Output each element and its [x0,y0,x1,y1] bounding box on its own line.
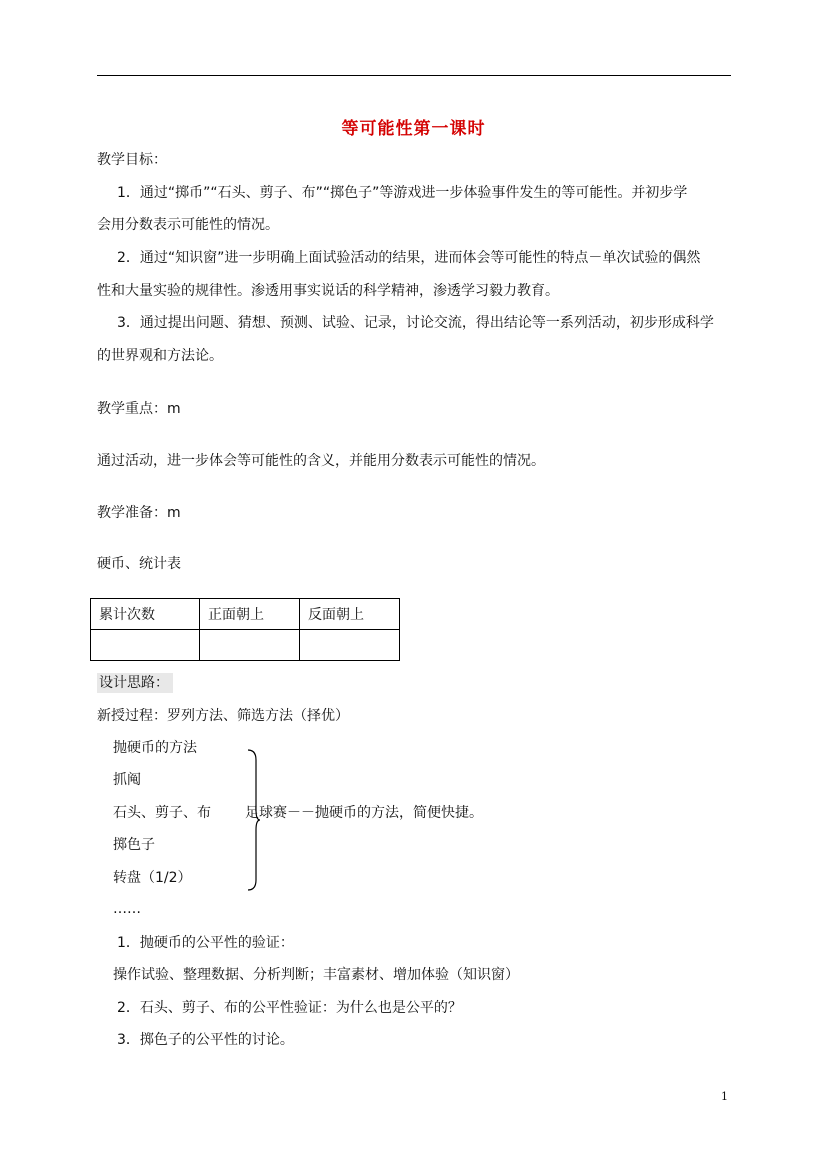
ellipsis: …… [113,901,141,917]
new-lesson-text: 新授过程：罗列方法、筛选方法（择优） [97,708,349,724]
statistics-table [90,598,400,661]
objective-1-line-2: 会用分数表示可能性的情况。 [97,217,279,233]
table-row [91,630,400,661]
method-item: 转盘（1/2） [113,870,192,886]
method-item: 抛硬币的方法 [113,740,197,756]
design-heading [97,674,173,692]
table-header-row [91,599,400,630]
objective-2-line-2: 性和大量实验的规律性。渗透用事实说话的科学精神，渗透学习毅力教育。 [97,283,559,299]
step-2: 2．石头、剪子、布的公平性验证：为什么也是公平的？ [117,1000,462,1016]
method-item: 石头、剪子、布 [113,805,211,821]
table-header-cell: 正面朝上 [200,599,300,630]
step-1: 1．抛硬币的公平性的验证： [117,935,294,951]
page-title: 等可能性第一课时 [341,119,486,139]
table-cell [91,630,200,661]
key-points-text: 通过活动，进一步体会等可能性的含义，并能用分数表示可能性的情况。 [97,453,545,469]
method-item: 抓阄 [113,772,141,788]
objectives-heading: 教学目标： [97,152,167,168]
page-number: 1 [721,1090,728,1103]
preparation-heading: 教学准备：m [97,505,181,521]
brace-note: 足球赛－－抛硬币的方法，简便快捷。 [245,805,483,821]
objective-3-line-2: 的世界观和方法论。 [97,348,223,364]
table-cell [200,630,300,661]
step-3: 3．掷色子的公平性的讨论。 [117,1032,294,1048]
objective-3-line-1: 3．通过提出问题、猜想、预测、试验、记录，讨论交流，得出结论等一系列活动，初步形成科学 [117,315,714,331]
key-points-heading: 教学重点：m [97,401,181,417]
header-rule [97,75,731,76]
table-header-cell: 累计次数 [91,599,200,630]
preparation-text: 硬币、统计表 [97,556,181,572]
objective-2-line-1: 2．通过“知识窗”进一步明确上面试验活动的结果，进而体会等可能性的特点－单次试验的偶然 [117,250,701,266]
step-1-detail: 操作试验、整理数据、分析判断；丰富素材、增加体验（知识窗） [113,967,519,983]
design-heading-label: 设计思路： [97,673,173,693]
objective-1-line-1: 1．通过“掷币”“石头、剪子、布”“掷色子”等游戏进一步体验事件发生的等可能性。并初步学 [117,185,688,201]
method-item: 掷色子 [113,837,155,853]
table-cell [300,630,400,661]
table-header-cell: 反面朝上 [300,599,400,630]
